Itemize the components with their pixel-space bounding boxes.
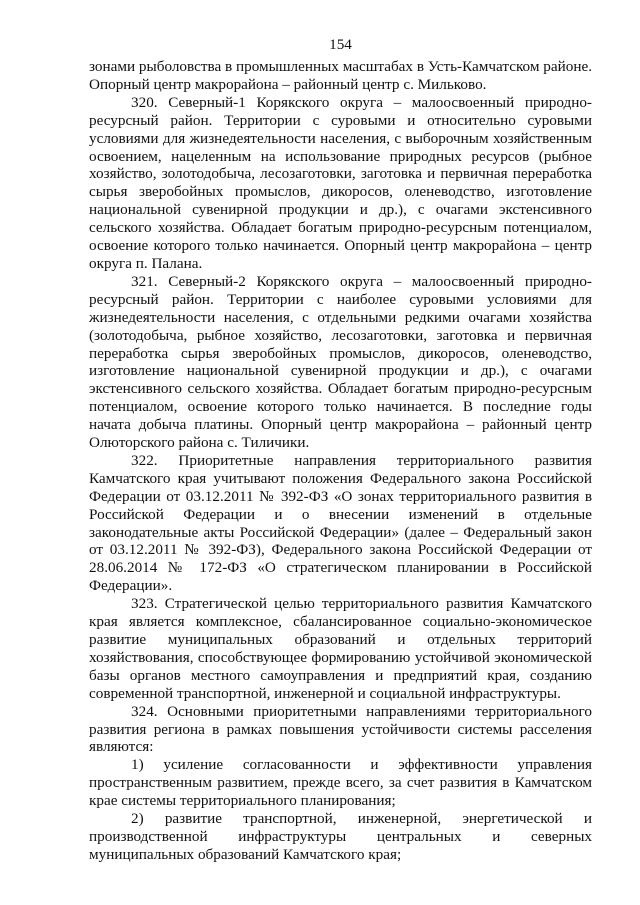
paragraph-323: 323. Стратегической целью территориального развития Камчатского края является комплексное, сбалансированное социально-экономическое развитие муниципальных образований и отдельных территорий хозяйствования, способствующее формированию устойчивой экономической базы органов местного самоуправления и предприятий края, созданию современной транспортной, инженерной и социальной инфраструктуры. bbox=[89, 595, 592, 702]
paragraph-320: 320. Северный-1 Корякского округа – малоосвоенный природно-ресурсный район. Территории с суровыми и относительно суровыми условиями для жизнедеятельности населения, с выборочным хозяйственным освоением, нацеленным на использование природных ресурсов (рыбное хозяйство, золотодобыча, лесозаготовки, заготовка и первичная переработка сырья зверобойных промыслов, дикоросов, оленеводство, изготовление национальной сувенирной продукции и др.), с очагами экстенсивного сельского хозяйства. Обладает богатым природно-ресурсным потенциалом, освоение которого только начинается. Опорный центр макрорайона – центр округа п. Палана. bbox=[89, 93, 592, 272]
paragraph-324-1: 1) усиление согласованности и эффективности управления пространственным развитием, прежде всего, за счет развития в Камчатском крае системы территориального планирования; bbox=[89, 756, 592, 810]
paragraph-324: 324. Основными приоритетными направлениями территориального развития региона в рамках повышения устойчивости системы расселения являются: bbox=[89, 702, 592, 756]
paragraph-322: 322. Приоритетные направления территориального развития Камчатского края учитывают положения Федерального закона Российской Федерации от 03.12.2011 № 392-ФЗ «О зонах территориального развития в Российской Федерации и о внесении изменений в отдельные законодательные акты Российской Федерации» (далее – Федеральный закон от 03.12.2011 № 392-ФЗ), Федерального закона Российской Федерации от 28.06.2014 № 172-ФЗ «О стратегическом планировании в Российской Федерации». bbox=[89, 451, 592, 595]
paragraph-cont: зонами рыболовства в промышленных масштабах в Усть-Камчатском районе. Опорный центр макрорайона – районный центр с. Мильково. bbox=[89, 58, 592, 93]
paragraph-324-2: 2) развитие транспортной, инженерной, энергетической и производственной инфраструктуры центральных и северных муниципальных образований Камчатского края; bbox=[89, 810, 592, 863]
document-page bbox=[89, 36, 592, 864]
page-number: 154 bbox=[329, 36, 352, 53]
document-body bbox=[89, 58, 592, 864]
paragraph-321: 321. Северный-2 Корякского округа – малоосвоенный природно-ресурсный район. Территории с наиболее суровыми условиями для жизнедеятельности населения, с отдельными редкими очагами хозяйства (золотодобыча, рыбное хозяйство, лесозаготовки, заготовка и первичная переработка сырья зверобойных промыслов, дикоросов, оленеводство, изготовление национальной сувенирной продукции и др.), с очагами экстенсивного сельского хозяйства. Обладает богатым природно-ресурсным потенциалом, освоение которого только начинается. В последние годы начата добыча платины. Опорный центр макрорайона – районный центр Олюторского района с. Тиличики. bbox=[89, 272, 592, 452]
